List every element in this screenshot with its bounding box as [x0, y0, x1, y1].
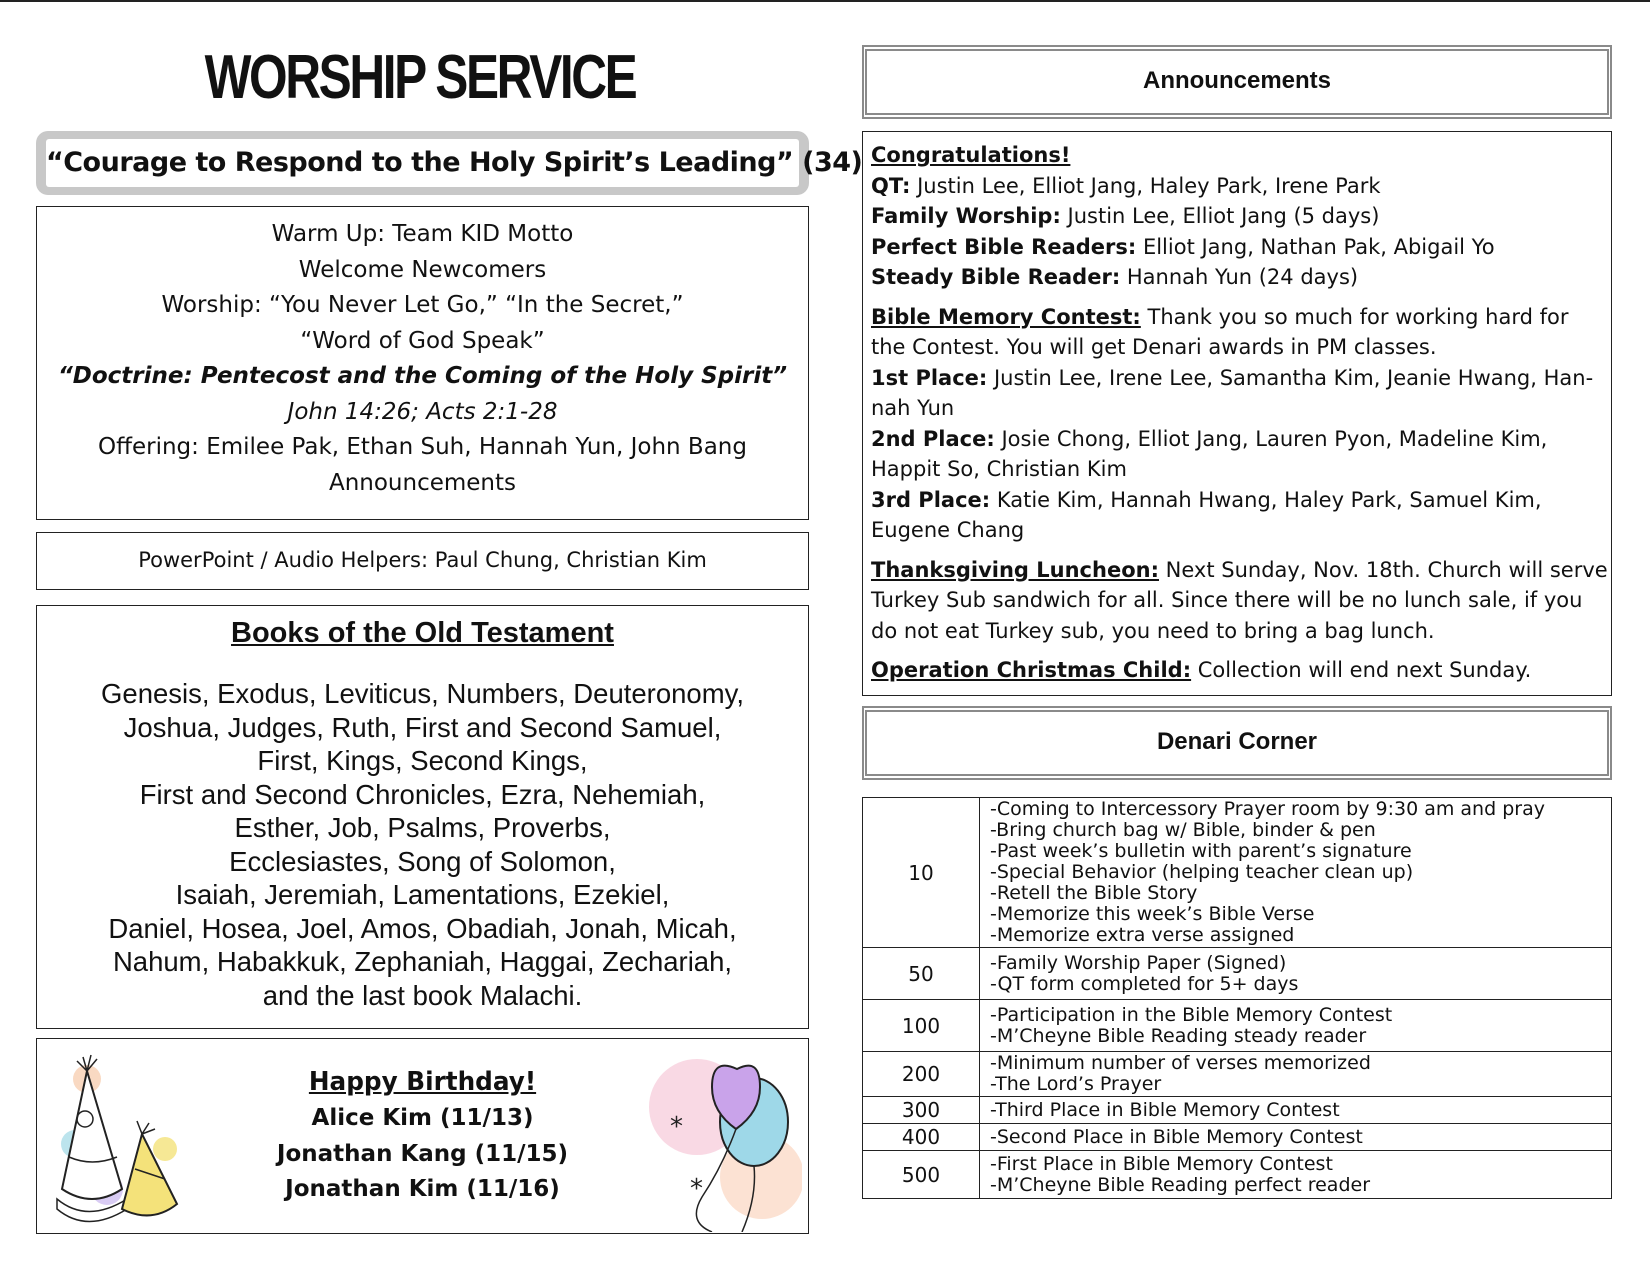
steady-label: Steady Bible Reader: — [871, 265, 1121, 289]
service-item: “Doctrine: Pentecost and the Coming of the Holy Spirit” — [57, 363, 788, 389]
books-title: Books of the Old Testament — [231, 617, 614, 649]
denari-points: 50 — [863, 948, 980, 1000]
service-item: “Word of God Speak” — [300, 327, 545, 354]
announcements-title: Announcements — [1142, 67, 1331, 94]
announcement-line — [871, 332, 1603, 363]
helpers-line: PowerPoint / Audio Helpers: Paul Chung, Christian Kim — [36, 532, 809, 590]
birthday-box — [36, 1038, 809, 1234]
denari-description — [980, 798, 1612, 948]
third-place-label: 3rd Place: — [871, 487, 991, 512]
table-row — [863, 1000, 1612, 1052]
announcement-line — [871, 363, 1603, 394]
service-item: Worship: “You Never Let Go,” “In the Secret,” — [161, 292, 684, 318]
third-place-names: Katie Kim, Hannah Hwang, Haley Park, Samuel Kim, — [990, 487, 1542, 512]
table-row — [863, 798, 1612, 948]
denari-header — [862, 706, 1612, 780]
denari-item: -Memorize this week’s Bible Verse — [990, 903, 1315, 925]
books-line: Joshua, Judges, Ruth, First and Second Samuel, — [123, 711, 722, 743]
announcement-line — [871, 171, 1603, 202]
service-item: Offering: Emilee Pak, Ethan Suh, Hannah Yun, John Bang — [98, 434, 747, 460]
table-row — [863, 1052, 1612, 1097]
denari-item: -Retell the Bible Story — [990, 882, 1198, 904]
books-of-old-testament — [36, 605, 809, 1029]
denari-points: 400 — [863, 1124, 980, 1151]
denari-points: 300 — [863, 1097, 980, 1124]
denari-description — [980, 1124, 1612, 1151]
denari-item: -QT form completed for 5+ days — [990, 972, 1299, 995]
balloons-icon — [642, 1047, 802, 1232]
announcement-line — [871, 140, 1603, 171]
denari-item: -Second Place in Bible Memory Contest — [990, 1125, 1363, 1148]
announcements-header — [862, 45, 1612, 119]
service-item: Welcome Newcomers — [298, 256, 547, 283]
denari-description — [980, 1151, 1612, 1199]
table-row — [863, 948, 1612, 1000]
birthday-name: Alice Kim (11/13) — [311, 1105, 534, 1131]
second-place-names: Josie Chong, Elliot Jang, Lauren Pyon, Madeline Kim, — [994, 426, 1548, 451]
top-rule — [0, 0, 1650, 2]
denari-item: -M’Cheyne Bible Reading perfect reader — [990, 1173, 1371, 1196]
books-line: First, Kings, Second Kings, — [257, 745, 588, 776]
books-line: and the last book Malachi. — [262, 979, 583, 1011]
table-row — [863, 1151, 1612, 1199]
announcement-line — [871, 454, 1603, 485]
announcement-line — [871, 515, 1603, 546]
announcement-line — [871, 262, 1603, 293]
service-item: John 14:26; Acts 2:1-28 — [287, 398, 558, 425]
thanksgiving-text: Turkey Sub sandwich for all. Since there will be no lunch sale, if you — [871, 588, 1583, 612]
congrats-heading: Congratulations! — [871, 143, 1071, 167]
books-line: Nahum, Habakkuk, Zephaniah, Haggai, Zechariah, — [112, 946, 733, 977]
sermon-theme: “Courage to Respond to the Holy Spirit’s Leading” (34) — [46, 139, 799, 187]
books-line: Ecclesiastes, Song of Solomon, — [229, 845, 616, 877]
denari-item: -Minimum number of verses memorized — [990, 1052, 1371, 1074]
service-item: Announcements — [328, 469, 517, 496]
denari-item: -Special Behavior (helping teacher clean up) — [990, 861, 1414, 883]
sermon-theme-banner — [36, 131, 863, 195]
announcement-line — [871, 616, 1603, 647]
announcement-line — [871, 393, 1603, 424]
table-row — [863, 1124, 1612, 1151]
svg-text:*: * — [670, 1112, 683, 1142]
svg-text:*: * — [690, 1174, 703, 1204]
books-line: Isaiah, Jeremiah, Lamentations, Ezekiel, — [175, 879, 670, 910]
second-place-names: Happit So, Christian Kim — [871, 457, 1127, 481]
books-line: Daniel, Hosea, Joel, Amos, Obadiah, Jonah, Micah, — [108, 912, 737, 944]
denari-item: -Participation in the Bible Memory Contest — [990, 1003, 1393, 1026]
announcements-box — [862, 131, 1612, 696]
perfect-names: Elliot Jang, Nathan Pak, Abigail Yo — [1136, 234, 1495, 259]
denari-description — [980, 1097, 1612, 1124]
denari-item: -Memorize extra verse assigned — [990, 924, 1295, 946]
denari-item: -Past week’s bulletin with parent’s signature — [990, 840, 1412, 862]
birthday-name: Jonathan Kang (11/15) — [276, 1140, 569, 1167]
denari-description — [980, 1000, 1612, 1052]
announcement-line — [871, 485, 1603, 516]
denari-description — [980, 948, 1612, 1000]
first-place-names: Justin Lee, Irene Lee, Samantha Kim, Jeanie Hwang, Han- — [987, 365, 1594, 390]
birthday-name: Jonathan Kim (11/16) — [285, 1176, 560, 1202]
thanksgiving-text: do not eat Turkey sub, you need to bring a bag lunch. — [871, 618, 1435, 643]
announcement-line — [871, 585, 1603, 616]
family-names: Justin Lee, Elliot Jang (5 days) — [1060, 204, 1380, 228]
order-of-service — [36, 206, 809, 520]
thanksgiving-heading: Thanksgiving Luncheon: — [871, 557, 1159, 582]
occ-heading: Operation Christmas Child: — [871, 658, 1192, 682]
second-place-label: 2nd Place: — [871, 426, 995, 451]
service-item: Warm Up: Team KID Motto — [271, 221, 574, 247]
contest-text: Thank you so much for working hard for — [1140, 304, 1569, 329]
books-list — [37, 677, 808, 1012]
family-label: Family Worship: — [871, 204, 1061, 228]
announcement-line — [871, 232, 1603, 263]
birthday-title: Happy Birthday! — [308, 1067, 537, 1097]
denari-points: 100 — [863, 1000, 980, 1052]
thanksgiving-text: Next Sunday, Nov. 18th. Church will serve — [1158, 557, 1608, 582]
third-place-names: Eugene Chang — [871, 518, 1025, 542]
denari-table — [862, 797, 1612, 1199]
denari-points: 10 — [863, 798, 980, 948]
steady-names: Hannah Yun (24 days) — [1120, 265, 1359, 289]
announcement-line — [871, 424, 1603, 455]
contest-heading: Bible Memory Contest: — [871, 304, 1141, 329]
denari-title: Denari Corner — [1156, 728, 1318, 755]
books-line: Genesis, Exodus, Leviticus, Numbers, Deuteronomy, — [101, 678, 744, 709]
books-line: First and Second Chronicles, Ezra, Nehemiah, — [139, 778, 706, 810]
qt-names: Justin Lee, Elliot Jang, Haley Park, Irene Park — [910, 173, 1381, 198]
denari-item: -First Place in Bible Memory Contest — [990, 1152, 1333, 1175]
page-title: WORSHIP SERVICE — [204, 43, 636, 112]
books-line: Esther, Job, Psalms, Proverbs, — [234, 812, 611, 843]
qt-label: QT: — [871, 173, 911, 198]
first-place-names: nah Yun — [871, 396, 955, 420]
announcement-line — [871, 201, 1603, 232]
table-row — [863, 1097, 1612, 1124]
announcement-line — [871, 555, 1608, 586]
denari-item: -Coming to Intercessory Prayer room by 9:30 am and pray — [990, 798, 1545, 820]
denari-item: -Third Place in Bible Memory Contest — [990, 1098, 1340, 1121]
denari-description — [980, 1052, 1612, 1097]
perfect-label: Perfect Bible Readers: — [871, 234, 1137, 259]
denari-points: 200 — [863, 1052, 980, 1097]
contest-text: the Contest. You will get Denari awards in PM classes. — [871, 335, 1437, 359]
denari-points: 500 — [863, 1151, 980, 1199]
announcement-line — [871, 655, 1603, 686]
denari-item: -Family Worship Paper (Signed) — [990, 951, 1287, 974]
occ-text: Collection will end next Sunday. — [1191, 658, 1532, 682]
announcement-line — [871, 302, 1603, 333]
denari-item: -M’Cheyne Bible Reading steady reader — [990, 1024, 1367, 1047]
first-place-label: 1st Place: — [871, 365, 988, 390]
denari-item: -The Lord’s Prayer — [990, 1073, 1162, 1095]
denari-item: -Bring church bag w/ Bible, binder & pen — [990, 819, 1376, 841]
